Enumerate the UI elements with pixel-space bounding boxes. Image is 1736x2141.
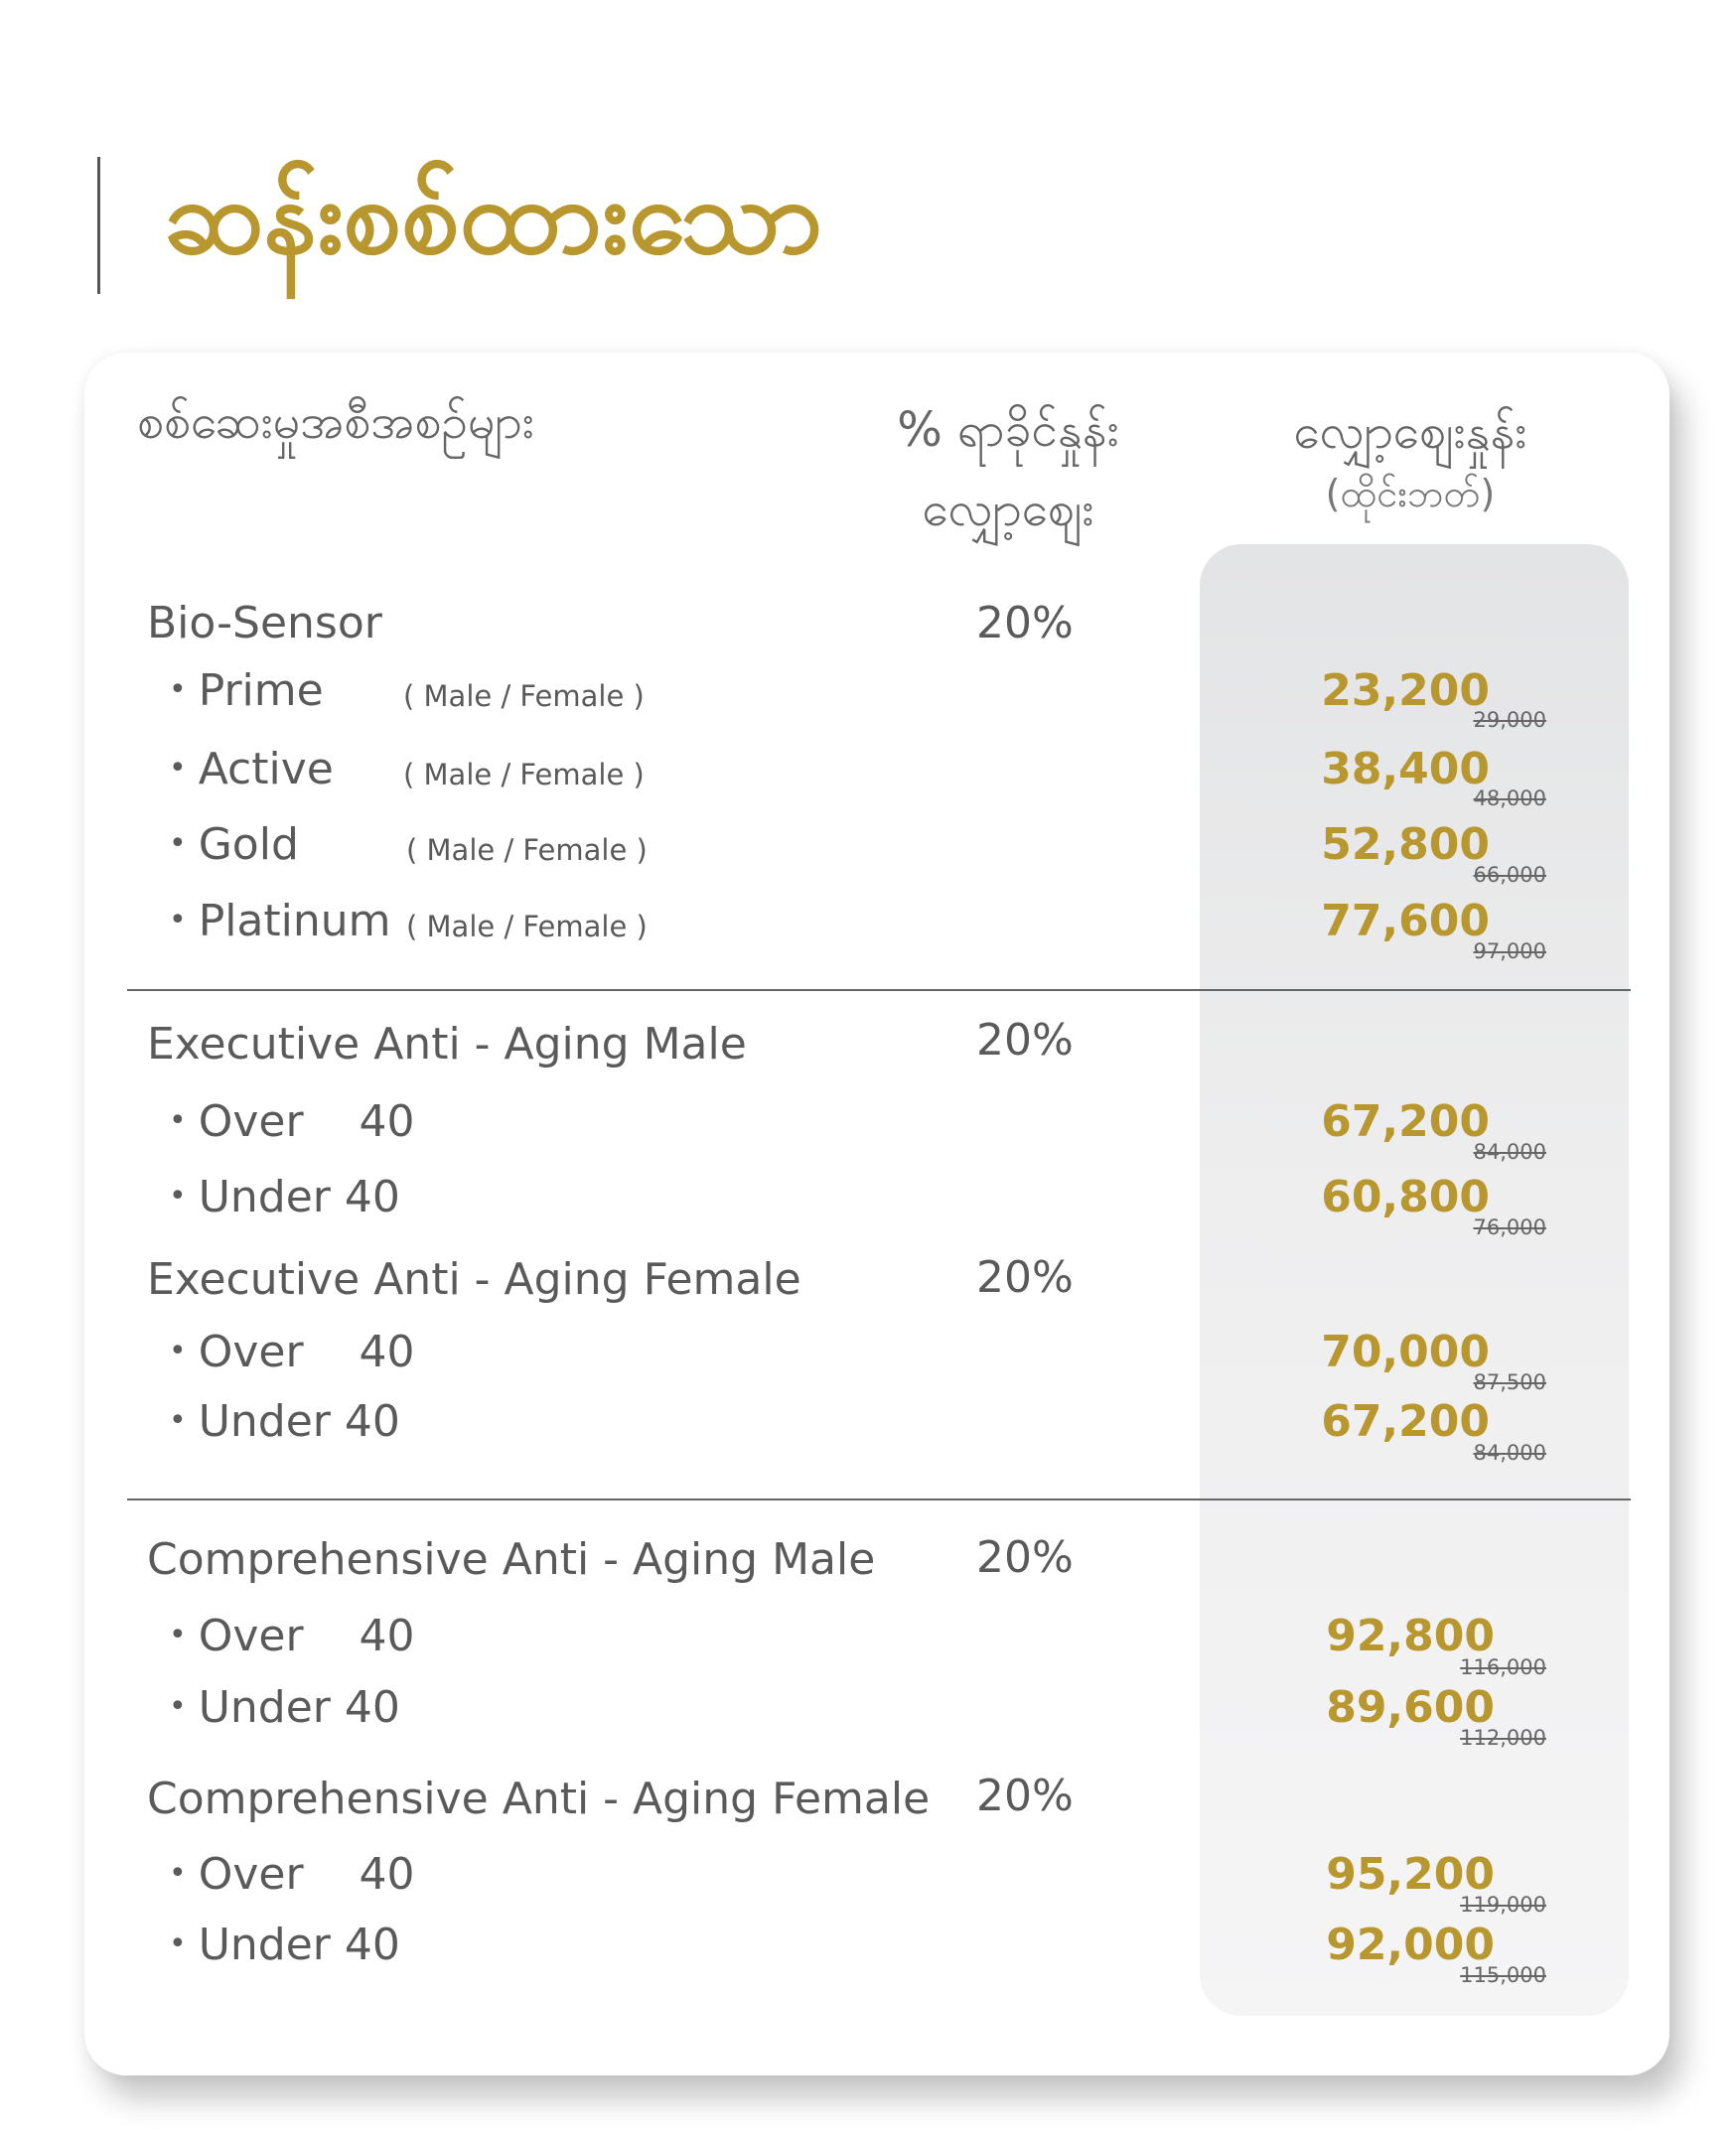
- bullet: •: [169, 1403, 187, 1438]
- bullet: •: [169, 1927, 187, 1961]
- section-divider: [127, 1499, 1631, 1500]
- group-discount: 20%: [976, 1015, 1074, 1066]
- header-services: စစ်ဆေးမှုအစီအစဉ်များ: [137, 394, 534, 450]
- bullet: •: [169, 1689, 187, 1724]
- item-label: Over 40: [198, 1327, 415, 1377]
- item-gender: ( Male / Female ): [406, 910, 648, 943]
- list-item: [169, 1396, 400, 1447]
- list-item: [169, 896, 391, 946]
- original-price: 76,000: [1473, 1215, 1546, 1239]
- section-divider: [127, 989, 1631, 991]
- item-label: Prime: [198, 665, 324, 716]
- list-item: [169, 819, 299, 870]
- header-discount-line2: လျှော့စျေး: [922, 482, 1094, 537]
- bullet: •: [169, 751, 187, 785]
- group-name: Comprehensive Anti - Aging Male: [147, 1534, 876, 1585]
- list-item: [169, 1849, 414, 1900]
- header-price-line1: လျှော့စျေးနှုန်း: [1293, 404, 1527, 460]
- bullet: •: [169, 1103, 187, 1138]
- bullet: •: [169, 1334, 187, 1368]
- list-item: [169, 1920, 400, 1970]
- header-price-line2: (ထိုင်းဘတ်): [1325, 472, 1496, 515]
- item-gender: ( Male / Female ): [403, 679, 645, 713]
- bullet: •: [169, 672, 187, 707]
- item-label: Gold: [198, 819, 299, 870]
- item-gender: ( Male / Female ): [406, 833, 648, 867]
- discounted-price: 92,000: [1326, 1920, 1495, 1970]
- discounted-price: 70,000: [1321, 1327, 1490, 1377]
- header-discount-line1: % ရာခိုင်နှုန်း: [897, 402, 1119, 458]
- item-label: Under 40: [198, 1682, 400, 1733]
- group-discount: 20%: [976, 1771, 1074, 1821]
- original-price: 84,000: [1473, 1140, 1546, 1164]
- group-name: Executive Anti - Aging Female: [147, 1254, 801, 1305]
- discounted-price: 67,200: [1321, 1096, 1490, 1147]
- discounted-price: 89,600: [1326, 1682, 1495, 1733]
- original-price: 29,000: [1473, 708, 1546, 732]
- group-name: Bio-Sensor: [147, 598, 382, 648]
- bullet: •: [169, 903, 187, 937]
- item-label: Over 40: [198, 1849, 415, 1900]
- original-price: 112,000: [1460, 1726, 1546, 1750]
- item-label: Under 40: [198, 1172, 400, 1222]
- discounted-price: 52,800: [1321, 819, 1490, 870]
- header-price: [1231, 392, 1589, 515]
- item-label: Active: [198, 744, 334, 794]
- original-price: 84,000: [1473, 1441, 1546, 1465]
- list-item: [169, 1096, 414, 1147]
- list-item: [169, 744, 334, 794]
- header-discount: [854, 390, 1162, 549]
- discounted-price: 95,200: [1326, 1849, 1495, 1900]
- group-name: Executive Anti - Aging Male: [147, 1019, 747, 1070]
- original-price: 87,500: [1473, 1370, 1546, 1394]
- original-price: 115,000: [1460, 1963, 1546, 1987]
- item-label: Over 40: [198, 1611, 415, 1661]
- item-label: Under 40: [198, 1920, 400, 1970]
- title-accent-bar: [97, 157, 100, 294]
- original-price: 66,000: [1473, 863, 1546, 887]
- list-item: [169, 1682, 400, 1733]
- bullet: •: [169, 826, 187, 861]
- list-item: [169, 1172, 400, 1222]
- original-price: 116,000: [1460, 1655, 1546, 1679]
- discounted-price: 60,800: [1321, 1172, 1490, 1222]
- bullet: •: [169, 1856, 187, 1891]
- discounted-price: 38,400: [1321, 744, 1490, 794]
- item-gender: ( Male / Female ): [403, 758, 645, 791]
- original-price: 48,000: [1473, 786, 1546, 810]
- original-price: 97,000: [1473, 939, 1546, 963]
- group-discount: 20%: [976, 598, 1074, 648]
- group-name: Comprehensive Anti - Aging Female: [147, 1774, 931, 1824]
- discounted-price: 77,600: [1321, 896, 1490, 946]
- item-label: Over 40: [198, 1096, 415, 1147]
- list-item: [169, 1327, 414, 1377]
- item-label: Platinum: [198, 896, 391, 946]
- original-price: 119,000: [1460, 1893, 1546, 1917]
- item-label: Under 40: [198, 1396, 400, 1447]
- list-item: [169, 1611, 414, 1661]
- discounted-price: 92,800: [1326, 1611, 1495, 1661]
- discounted-price: 67,200: [1321, 1396, 1490, 1447]
- bullet: •: [169, 1179, 187, 1213]
- group-discount: 20%: [976, 1532, 1074, 1583]
- bullet: •: [169, 1618, 187, 1652]
- discounted-price: 23,200: [1321, 665, 1490, 716]
- list-item: [169, 665, 324, 716]
- group-discount: 20%: [976, 1252, 1074, 1303]
- page-title: ဆန်းစစ်ထားသော: [164, 156, 823, 277]
